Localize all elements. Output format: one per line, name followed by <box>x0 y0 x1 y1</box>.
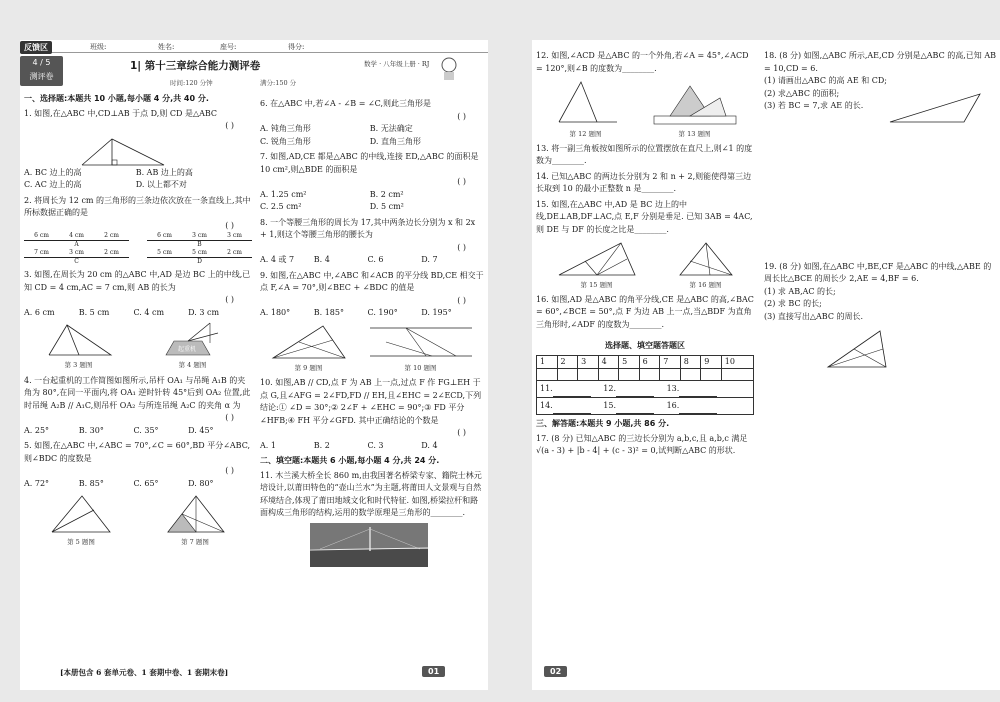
q6-answer: ( ) <box>457 111 466 121</box>
q9-caption: 第 9 题图 <box>294 363 323 372</box>
q4-option-a: A. 25° <box>24 425 50 435</box>
fill-blanks-row-2 <box>537 398 754 415</box>
q4-option-c: C. 35° <box>133 425 159 435</box>
question-18 <box>764 50 996 128</box>
q7-option-d: D. 5 cm² <box>369 202 404 211</box>
q3-option-d: D. 3 cm <box>188 307 220 317</box>
question-9 <box>260 270 484 375</box>
answer-cell-6[interactable]: 6 <box>639 355 660 369</box>
q19-item-3: (3) 直接写出△ABC 的周长. <box>764 311 864 321</box>
q6-text: 6. 在△ABC 中,若∠A - ∠B = ∠C,则此三角形是 <box>260 99 432 108</box>
q10-option-c: C. 3 <box>367 440 384 450</box>
q2-c-seg1: 7 cm <box>34 249 49 256</box>
q5-figure <box>46 492 116 549</box>
left-page-column-2 <box>260 98 484 570</box>
q8-option-a: A. 4 或 7 <box>260 255 295 264</box>
blank-12-label: 12. <box>603 384 617 393</box>
q1-figure <box>24 133 252 167</box>
blank-11-label: 11. <box>540 384 553 393</box>
q2-b-seg1: 6 cm <box>157 232 172 239</box>
question-3 <box>24 269 252 372</box>
blank-14-line[interactable] <box>553 404 591 414</box>
blank-13-label: 13. <box>666 384 680 393</box>
q5-option-a: A. 72° <box>24 478 50 488</box>
question-19 <box>764 261 996 372</box>
q16-text: 16. 如图,AD 是△ABC 的角平分线,CE 是△ABC 的高,∠BAC = 60°,∠BCE = 50°,点 F 为边 AB 上一点,当△BDF 为直角三角形时,∠ADF 的度数为________. <box>536 294 754 329</box>
q2-label-c: C <box>74 258 79 265</box>
q1-option-d: D. 以上都不对 <box>135 180 187 189</box>
q6-option-b: B. 无法确定 <box>369 124 413 133</box>
q13-caption: 第 13 题图 <box>678 130 711 138</box>
q2-c-seg3: 2 cm <box>104 249 119 256</box>
q2-d-seg1: 5 cm <box>157 249 172 256</box>
answer-cell-10[interactable]: 10 <box>721 355 753 369</box>
q2-label-b: B <box>197 241 202 248</box>
q12-caption: 第 12 题图 <box>569 130 602 138</box>
blank-15-label: 15. <box>603 401 617 410</box>
q10-option-b: B. 2 <box>313 440 330 450</box>
q10-figure <box>366 322 476 375</box>
q18-item-3: (3) 若 BC = 7,求 AE 的长. <box>764 101 864 110</box>
q7-option-b: B. 2 cm² <box>369 189 404 199</box>
answer-cell-5[interactable]: 5 <box>619 355 640 369</box>
time-label: 时间:120 分钟 <box>170 79 213 87</box>
page-title: 1| 第十三章综合能力测评卷 <box>130 60 261 72</box>
q2-a-seg2: 4 cm <box>69 232 84 239</box>
question-4 <box>24 375 252 438</box>
q19-item-1: (1) 求 AB,AC 的长; <box>764 286 836 296</box>
q2-c-seg2: 3 cm <box>69 249 84 256</box>
q13-figure <box>650 78 740 141</box>
q10-answer: ( ) <box>457 428 466 437</box>
question-1 <box>24 108 252 192</box>
q12-text: 12. 如图,∠ACD 是△ABC 的一个外角,若∠A = 45°,∠ACD = 120°,则∠B 的度数为________. <box>536 51 749 73</box>
q19-item-2: (2) 求 BC 的长; <box>764 299 822 308</box>
q1-answer: ( ) <box>225 121 234 130</box>
q1-option-b: B. AB 边上的高 <box>135 167 193 177</box>
q2-a-seg3: 2 cm <box>104 232 119 239</box>
q2-segments <box>24 232 252 266</box>
question-5 <box>24 440 252 549</box>
q3-text: 3. 如图,在周长为 20 cm 的△ABC 中,AD 是边 BC 上的中线,已知 CD = 4 cm,AC = 7 cm,则 AB 的长为 <box>24 270 251 292</box>
left-column <box>24 90 252 552</box>
q2-d-seg3: 2 cm <box>227 249 242 256</box>
q8-option-b: B. 4 <box>313 255 330 264</box>
q8-option-c: C. 6 <box>367 255 384 264</box>
q1-text: 1. 如图,在△ABC 中,CD⊥AB 于点 D,则 CD 是△ABC <box>24 108 218 118</box>
q18-item-1: (1) 请画出△ABC 的高 AE 和 CD; <box>764 76 887 85</box>
answer-area-title: 选择题、填空题答题区 <box>605 340 685 350</box>
q16-caption: 第 16 题图 <box>689 281 722 289</box>
right-page-column-2 <box>764 50 996 374</box>
q5-option-d: D. 80° <box>188 478 214 488</box>
q6-option-d: D. 直角三角形 <box>369 136 421 146</box>
q9-option-c: C. 190° <box>367 308 398 317</box>
q18-text: 18. (8 分) 如图,△ABC 所示,AE,CD 分别是△ABC 的高,已知 AB = 10,CD = 6. <box>764 51 996 73</box>
q3-option-c: C. 4 cm <box>133 307 165 317</box>
q2-b-seg2: 3 cm <box>192 232 207 239</box>
seat-field: 座号: <box>220 43 237 51</box>
q4-option-d: D. 45° <box>188 425 214 435</box>
question-8 <box>260 217 484 267</box>
q7-option-a: A. 1.25 cm² <box>260 189 307 199</box>
crane-label: 起重机 <box>177 346 196 353</box>
question-14 <box>536 171 754 196</box>
page-number-1: 01 <box>422 666 445 677</box>
question-12 <box>536 50 754 75</box>
q6-option-a: A. 钝角三角形 <box>260 124 311 133</box>
question-6 <box>260 98 484 148</box>
q3-caption: 第 3 题图 <box>64 361 93 369</box>
question-13 <box>536 143 754 168</box>
badge-label: 测评卷 <box>29 72 54 81</box>
header-band <box>20 40 488 53</box>
question-16 <box>536 294 754 332</box>
section-choice: 一、选择题:本题共 10 小题,每小题 4 分,共 40 分. <box>24 94 209 103</box>
badge-number: 4 / 5 <box>32 58 51 67</box>
blank-13-line[interactable] <box>679 387 717 397</box>
blank-11-line[interactable] <box>553 387 591 397</box>
q8-option-d: D. 7 <box>421 255 438 264</box>
right-page <box>532 40 1000 690</box>
q19-text: 19. (8 分) 如图,在△ABC 中,BE,CF 是△ABC 的中线,△ABE 的周长比△BCE 的周长少 2,AE = 4,BF = 6. <box>764 261 992 283</box>
q2-label-d: D <box>197 258 202 265</box>
blank-16-line[interactable] <box>679 404 717 414</box>
q4-option-b: B. 30° <box>78 425 104 435</box>
q9-figure <box>269 322 349 375</box>
q7-caption: 第 7 题图 <box>181 538 209 546</box>
q1-option-c: C. AC 边上的高 <box>24 180 82 189</box>
q10-option-d: D. 4 <box>421 440 438 450</box>
q9-option-a: A. 180° <box>260 308 291 317</box>
blank-14-label: 14. <box>540 401 553 410</box>
right-page-column-1 <box>536 50 754 461</box>
question-2 <box>24 195 252 267</box>
answer-cell-7[interactable]: 7 <box>660 355 681 369</box>
q2-answer: ( ) <box>225 220 234 230</box>
q7-figure <box>160 492 230 549</box>
question-17 <box>536 433 754 458</box>
q8-text: 8. 一个等腰三角形的周长为 17,其中两条边长分别为 x 和 2x + 1,则这个等腰三角形的腰长为 <box>260 217 476 239</box>
q9-text: 9. 如图,在△ABC 中,∠ABC 和∠ACB 的平分线 BD,CE 相交于点 F,∠A = 70°,则∠BEC + ∠BDC 的值是 <box>260 270 484 292</box>
q13-text: 13. 将一副三角板按如图所示的位置摆放在直尺上,则∠1 的度数为________. <box>536 143 753 165</box>
q14-text: 14. 已知△ABC 的两边长分别为 2 和 n + 2,则能使得第三边长取到 10 的最小正整数 n 是________. <box>536 171 752 193</box>
q9-answer: ( ) <box>457 295 466 305</box>
q3-figure <box>39 321 119 372</box>
q10-option-a: A. 1 <box>260 440 276 450</box>
question-15 <box>536 199 754 237</box>
blank-12-line[interactable] <box>616 387 654 397</box>
feedback-tag: 反馈区 <box>20 41 52 54</box>
name-field: 姓名: <box>158 43 175 51</box>
q5-text: 5. 如图,在△ABC 中,∠ABC = 70°,∠C = 60°,BD 平分∠ABC,则∠BDC 的度数是 <box>24 441 251 463</box>
q15-caption: 第 15 题图 <box>580 281 613 289</box>
page-number-2: 02 <box>544 666 567 677</box>
q15-figure <box>555 239 639 292</box>
q9-option-b: B. 185° <box>313 308 344 317</box>
question-11 <box>260 470 484 567</box>
q7-answer: ( ) <box>457 177 466 186</box>
q3-option-b: B. 5 cm <box>78 307 110 317</box>
q2-b-seg3: 3 cm <box>227 232 242 239</box>
answer-cell-8[interactable]: 8 <box>680 355 701 369</box>
blank-15-line[interactable] <box>616 404 654 414</box>
q2-label-a: A <box>74 241 79 248</box>
subject-label: 数学 · 八年级上册 · RJ <box>364 60 430 68</box>
q9-option-d: D. 195° <box>421 308 452 317</box>
q4-figure <box>148 321 238 372</box>
q10-caption: 第 10 题图 <box>404 363 437 372</box>
question-7 <box>260 151 484 214</box>
q7-option-c: C. 2.5 cm² <box>260 202 302 211</box>
q17-text: 17. (8 分) 已知△ABC 的三边长分别为 a,b,c,且 a,b,c 满足 √(a - 3) + |b - 4| + (c - 3)² = 0,试判断△ABC 的形状. <box>536 433 748 455</box>
section-solve: 三、解答题:本题共 9 小题,共 86 分. <box>536 419 670 428</box>
class-field: 班级: <box>90 43 107 51</box>
q5-caption: 第 5 题图 <box>67 538 95 546</box>
q10-text: 10. 如图,AB // CD,点 F 为 AB 上一点,过点 F 作 FG⊥EH 于点 G,且∠AFG = 2∠FD,FD // EH,且∠EHC = 2∠ECD,下列结论:① ∠D = 30°;② 2∠F + ∠EHC = 90°;③ FD 平分∠HFB;④ FH 平分∠GFD. 其中正确结论的个数是 <box>260 378 482 425</box>
question-10 <box>260 377 484 452</box>
q8-answer: ( ) <box>457 242 466 252</box>
q11-text: 11. 木兰溪大桥全长 860 m,由我国著名桥梁专家、籍院士林元培设计,以莆田特色的“壶山兰水”为主题,将莆田人文景观与自然环境结合,体现了莆田地域文化和时代特征. 如图,桥梁拉杆和路面构成三角形的结构,运用的数学原理是三角形的________. <box>260 470 482 517</box>
answer-cell-2[interactable]: 2 <box>557 355 578 369</box>
q18-figure <box>884 88 984 128</box>
test-badge <box>20 56 63 86</box>
q2-text: 2. 将周长为 12 cm 的三角形的三条边依次放在一条直线上,其中所标数据正确的是 <box>24 195 251 217</box>
q16-figure <box>676 239 736 292</box>
answer-cell-3[interactable]: 3 <box>578 355 599 369</box>
q5-option-c: C. 65° <box>133 478 159 488</box>
mascot-icon <box>438 56 460 82</box>
fill-blanks-row-1 <box>537 381 754 398</box>
score-label: 满分:150 分 <box>260 79 297 87</box>
q4-answer: ( ) <box>225 413 234 422</box>
answer-grid <box>536 355 754 416</box>
q12-figure <box>551 78 621 141</box>
q18-item-2: (2) 求△ABC 的面积; <box>764 88 840 98</box>
section-fill: 二、填空题:本题共 6 小题,每小题 4 分,共 24 分. <box>260 456 440 465</box>
bridge-photo <box>310 523 428 567</box>
answer-cell-9[interactable]: 9 <box>701 355 722 369</box>
left-page <box>20 40 488 690</box>
q2-a-seg1: 6 cm <box>34 232 49 239</box>
q5-answer: ( ) <box>225 466 234 475</box>
q3-answer: ( ) <box>225 295 234 304</box>
blank-16-label: 16. <box>666 401 680 410</box>
q5-option-b: B. 85° <box>78 478 104 488</box>
q3-option-a: A. 6 cm <box>24 307 55 317</box>
page1-footer: [本册包含 6 套单元卷、1 套期中卷、1 套期末卷] <box>60 668 229 677</box>
score-field: 得分: <box>288 43 305 51</box>
q7-text: 7. 如图,AD,CE 都是△ABC 的中线,连接 ED,△ABC 的面积是 10 cm²,则△BDE 的面积是 <box>260 152 479 174</box>
q6-option-c: C. 锐角三角形 <box>260 136 311 146</box>
q4-caption: 第 4 题图 <box>178 361 207 369</box>
answer-cell-4[interactable]: 4 <box>598 355 619 369</box>
q2-d-seg2: 5 cm <box>192 249 207 256</box>
q15-text: 15. 如图,在△ABC 中,AD 是 BC 边上的中线,DE⊥AB,DF⊥AC,点 E,F 分别是垂足. 已知 3AB = 4AC,则 DE 与 DF 的长度之比是________. <box>536 199 753 234</box>
q1-option-a: A. BC 边上的高 <box>24 167 82 177</box>
answer-cell-1[interactable]: 1 <box>537 355 558 369</box>
q4-text: 4. 一台起重机的工作简图如图所示,吊杆 OA₁ 与吊绳 A₁B 的夹角为 80°,在同一平面内,将 OA₁ 逆时针转 45°后到 OA₂ 位置,此时吊绳 A₂B // A₁C,则吊杆 OA₂ 与所连吊绳 A₂C 的夹角 α 为 <box>24 375 251 410</box>
q19-figure <box>824 327 894 371</box>
